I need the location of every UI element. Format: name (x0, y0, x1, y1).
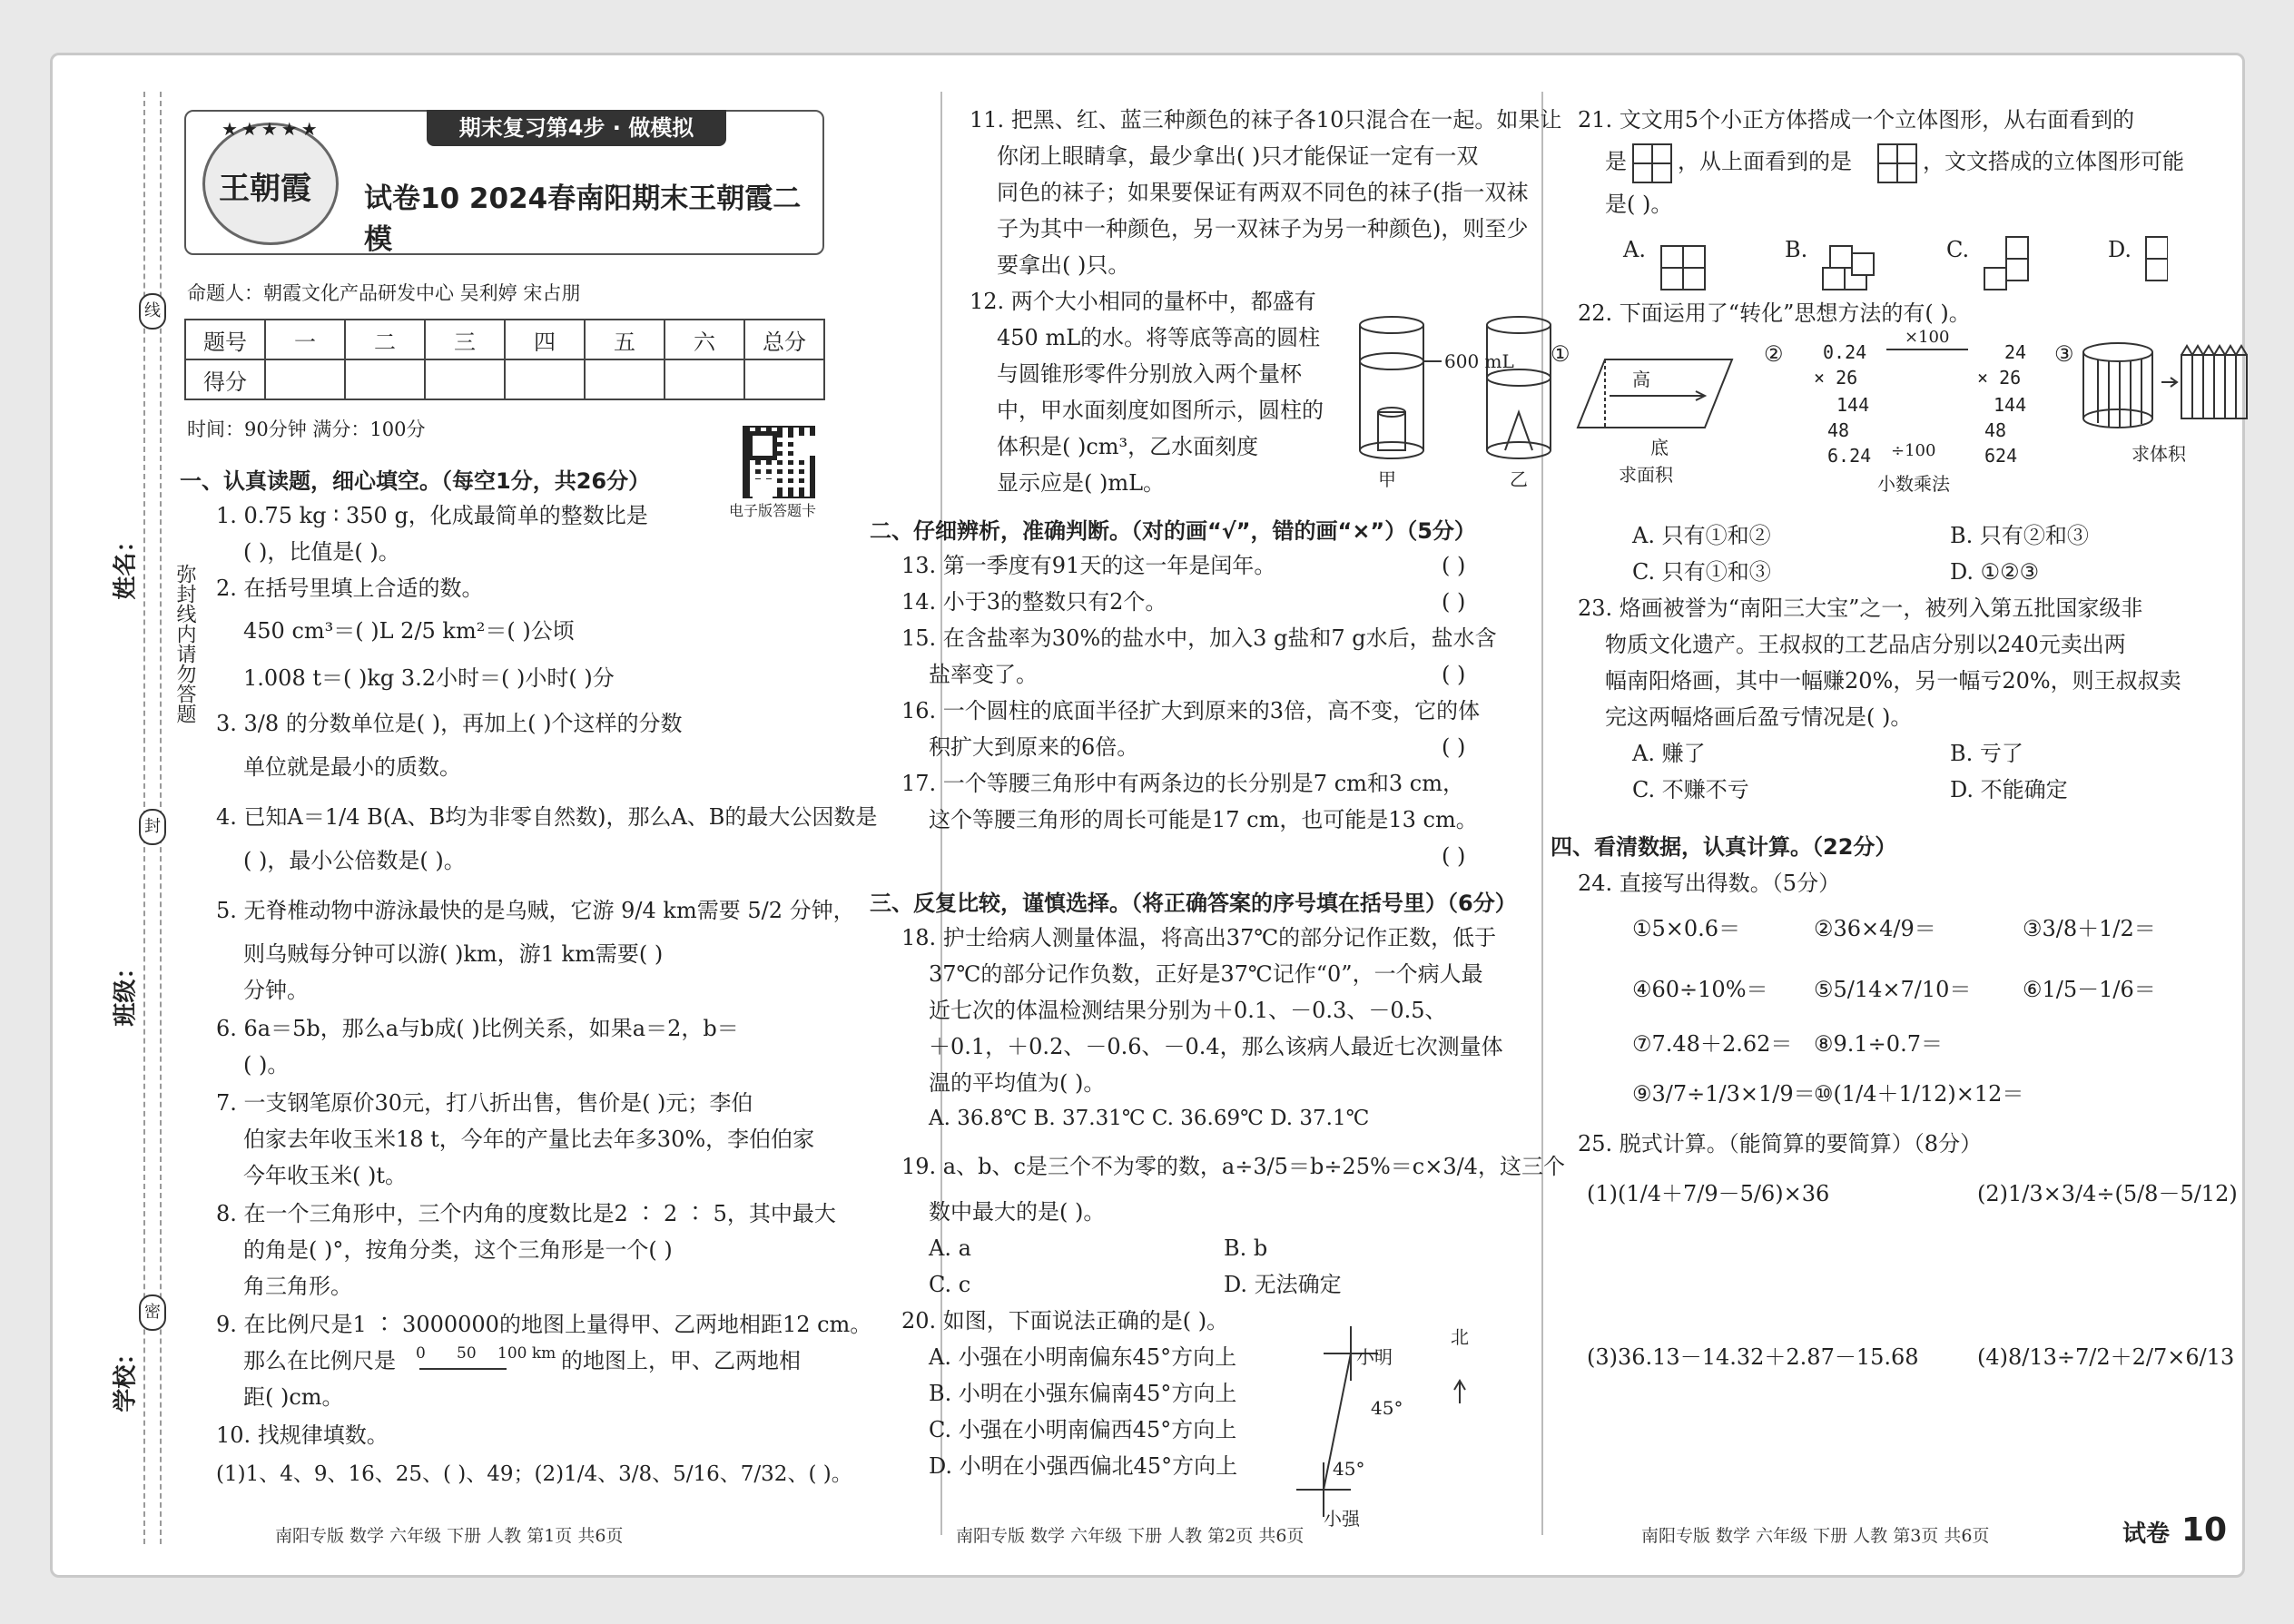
q22-figure-2-label: ② (1764, 341, 1784, 367)
q23-option-b: B. 亏了 (1950, 741, 2023, 766)
footer-page-3: 南阳专版 数学 六年级 下册 人教 第3页 共6页 (1641, 1526, 1990, 1546)
q18-line1: 18. 护士给病人测量体温，将高出37℃的部分记作正数，低于 (901, 925, 1497, 950)
q12-line1: 12. 两个大小相同的量杯中，都盛有 (970, 289, 1316, 314)
authors: 命题人：朝霞文化产品研发中心 吴利婷 宋占朋 (187, 282, 581, 304)
q16-line1: 16. 一个圆柱的底面半径扩大到原来的3倍，高不变，它的体 (901, 698, 1481, 723)
q22-option-c: C. 只有①和③ (1632, 559, 1771, 585)
q11-line4: 子为其中一种颜色，另一双袜子为另一种颜色)，则至少 (997, 216, 1529, 241)
footer-page-1: 南阳专版 数学 六年级 下册 人教 第1页 共6页 (275, 1526, 624, 1546)
exam-sheet (50, 53, 2245, 1578)
q11-line1: 11. 把黑、红、蓝三种颜色的袜子各10只混合在一起。如果让 (970, 107, 1562, 133)
footer-number: 10 (2181, 1511, 2228, 1549)
q20-option-b: B. 小明在小强东偏南45°方向上 (929, 1381, 1237, 1406)
q8-line2: 的角是( )°，按角分类，这个三角形是一个( ) (243, 1237, 673, 1263)
section-3-title: 三、反复比较，谨慎选择。（将正确答案的序号填在括号里）（6分） (870, 891, 1517, 916)
q24-item-2: ②36×4/9＝ (1814, 916, 1936, 941)
q2-line2: 450 cm³＝( )L 2/5 km²＝( )公顷 (243, 618, 575, 644)
cup-b (1487, 317, 1551, 458)
q22-m2-row4: 48 (1984, 419, 2007, 441)
q6-line2: ( )。 (243, 1052, 290, 1078)
q18-line5: 温的平均值为( )。 (929, 1070, 1106, 1096)
q20-option-c: C. 小强在小明南偏西45°方向上 (929, 1417, 1237, 1442)
q18-line4: ＋0.1，＋0.2、－0.6、－0.4，那么该病人最近七次测量体 (929, 1034, 1503, 1059)
q21-line3: 是( )。 (1605, 192, 1673, 217)
q22-mult-caption: 小数乘法 (1877, 473, 1950, 495)
q22-m1-row4: 48 (1827, 419, 1850, 441)
scale-line (419, 1368, 507, 1370)
section-4-title: 四、看清数据，认真计算。（22分） (1551, 834, 1897, 860)
q6-line1: 6. 6a＝5b，那么a与b成( )比例关系，如果a＝2，b＝ (216, 1016, 739, 1041)
cup-a-label: 甲 (1378, 468, 1396, 490)
q9-line3: 距( )cm。 (243, 1384, 344, 1410)
q21-option-c: C. (1946, 237, 1970, 262)
q5-line2: 则乌贼每分钟可以游( )km，游1 km需要( ) (243, 941, 664, 967)
angle-label-2: 45° (1333, 1458, 1365, 1480)
q15-line2: 盐率变了。 (929, 662, 1038, 687)
star-icon: ★★★★★ (222, 118, 321, 140)
q17-line1: 17. 一个等腰三角形中有两条边的长分别是7 cm和3 cm， (901, 771, 1464, 796)
q15-line1: 15. 在含盐率为30%的盐水中，加入3 g盐和7 g水后，盐水含 (901, 625, 1497, 651)
q19-line2: 数中最大的是( )。 (929, 1199, 1106, 1225)
q22-option-d: D. ①②③ (1950, 559, 2040, 585)
q24-item-4: ④60÷10%＝ (1632, 977, 1768, 1002)
q22-arrow-right (1886, 349, 1968, 350)
q22-base-label: 底 (1650, 437, 1669, 458)
q22-option-b: B. 只有②和③ (1950, 523, 2089, 548)
q21-line2c: ，文文搭成的立体图形可能 (1923, 149, 2184, 174)
q7-line1: 7. 一支钢笔原价30元，打八折出售，售价是( )元；李伯 (216, 1090, 753, 1116)
table-row: 得分 (185, 359, 824, 399)
q9-line2a: 那么在比例尺是 (243, 1348, 396, 1373)
q21-line2b: ，从上面看到的是 (1678, 149, 1852, 174)
north-label: 北 (1451, 1326, 1469, 1348)
q19-option-c: C. c (929, 1272, 971, 1297)
q17-line2: 这个等腰三角形的周长可能是17 cm，也可能是13 cm。 (929, 807, 1478, 832)
q22-m1-row1: 0.24 (1823, 341, 1867, 363)
parallelogram-figure (1569, 350, 1750, 432)
q13-answer[interactable]: ( ) (1442, 553, 1466, 578)
seal-mark-seal: 封 (139, 809, 166, 845)
q10-line1: 10. 找规律填数。 (216, 1422, 389, 1448)
q22-m1-row5: 6.24 (1827, 445, 1872, 467)
q24-item-5: ⑤5/14×7/10＝ (1814, 977, 1972, 1002)
q19-option-b: B. b (1224, 1235, 1268, 1261)
q12-line4: 中，甲水面刻度如图所示，圆柱的 (997, 398, 1324, 423)
q12-line2: 450 mL的水。将等底等高的圆柱 (997, 325, 1321, 350)
qr-code-icon[interactable] (743, 426, 815, 498)
q23-line2: 物质文化遗产。王叔叔的工艺品店分别以240元卖出两 (1605, 632, 2126, 657)
q23-line3: 幅南阳烙画，其中一幅赚20%，另一幅亏20%，则王叔叔卖 (1605, 668, 2181, 694)
q8-line1: 8. 在一个三角形中，三个内角的度数比是2 ∶ 2 ∶ 5，其中最大 (216, 1201, 836, 1226)
name-label: 姓名： (112, 528, 140, 600)
q22-times-100: ×100 (1905, 328, 1950, 347)
q19-option-d: D. 无法确定 (1224, 1272, 1342, 1297)
q25-item-4: (4)8/13÷7/2＋2/7×6/13 (1977, 1344, 2235, 1370)
q21-option-b: B. (1785, 237, 1808, 262)
q22-m2-row2: × 26 (1977, 367, 2022, 389)
q23-option-d: D. 不能确定 (1950, 777, 2068, 802)
q18-line2: 37℃的部分记作负数，正好是37℃记作“0”，一个病人最 (929, 961, 1483, 987)
q22-line1: 22. 下面运用了“转化”思想方法的有( )。 (1578, 300, 1971, 326)
logo-text: 王朝霞 (219, 171, 311, 207)
angle-label-1: 45° (1371, 1397, 1403, 1419)
q22-figures (1551, 328, 2250, 505)
class-label: 班级： (112, 955, 140, 1027)
q24-item-8: ⑧9.1÷0.7＝ (1814, 1031, 1943, 1057)
step-tag: 期末复习第4步 · 做模拟 (427, 110, 726, 146)
q10-line2: (1)1、4、9、16、25、( )、49；(2)1/4、3/8、5/16、7/32、( )。 (216, 1462, 852, 1486)
q22-figure-1-label: ① (1551, 341, 1570, 367)
seal-mark-secret: 密 (139, 1294, 166, 1331)
q22-m2-row5: 624 (1984, 445, 2018, 467)
q20-line1: 20. 如图，下面说法正确的是( )。 (901, 1308, 1229, 1334)
q23-option-c: C. 不赚不亏 (1632, 777, 1749, 802)
q3-line2: 单位就是最小的质数。 (243, 754, 461, 780)
q12-line3: 与圆锥形零件分别放入两个量杯 (997, 361, 1302, 387)
q24-item-9: ⑨3/7÷1/3×1/9＝ (1632, 1081, 1816, 1107)
time-info: 时间：90分钟 满分：100分 (187, 418, 426, 440)
q24-item-7: ⑦7.48＋2.62＝ (1632, 1031, 1793, 1057)
q7-line3: 今年收玉米( )t。 (243, 1163, 407, 1188)
q23-option-a: A. 赚了 (1632, 741, 1706, 766)
q4-line2: ( )，最小公倍数是( )。 (243, 848, 466, 873)
q24-item-10: ⑩(1/4＋1/12)×12＝ (1814, 1081, 2024, 1107)
q14: 14. 小于3的整数只有2个。 (901, 589, 1167, 615)
q21-line1: 21. 文文用5个小正方体搭成一个立体图形，从右面看到的 (1578, 107, 2135, 133)
q8-line3: 角三角形。 (243, 1274, 352, 1299)
q22-m1-row3: 144 (1836, 394, 1870, 416)
q21-option-d: D. (2108, 237, 2132, 262)
q25-title: 25. 脱式计算。（能简算的要简算）（8分） (1578, 1131, 1983, 1156)
q15-answer[interactable]: ( ) (1442, 662, 1466, 687)
q21-option-a: A. (1623, 237, 1646, 262)
q22-option-a: A. 只有①和② (1632, 523, 1771, 548)
qr-caption: 电子版答题卡 (729, 502, 817, 519)
q18-line3: 近七次的体温检测结果分别为＋0.1、－0.3、－0.5、 (929, 998, 1447, 1023)
q22-m2-row3: 144 (1994, 394, 2027, 416)
binding-note: 弥封线内请勿答题 (171, 564, 199, 723)
table-row: 题号 一 二 三 四 五 六 总分 (185, 320, 824, 359)
q25-item-2: (2)1/3×3/4÷(5/8－5/12) (1977, 1181, 2238, 1206)
q24-item-3: ③3/8＋1/2＝ (2023, 916, 2156, 941)
q24-item-1: ①5×0.6＝ (1632, 916, 1741, 941)
scale-tick-100: 100 km (497, 1344, 556, 1363)
q21-cube-options (1659, 228, 2168, 291)
top-view-grid (1877, 143, 1917, 183)
q3-line1: 3. 3/8 的分数单位是( )，再加上( )个这样的分数 (216, 711, 683, 736)
q18-options: A. 36.8℃ B. 37.31℃ C. 36.69℃ D. 37.1℃ (929, 1107, 1370, 1130)
q22-volume-caption: 求体积 (2132, 443, 2186, 465)
section-1-title: 一、认真读题，细心填空。（每空1分，共26分） (180, 468, 651, 494)
measuring-cups-figure (1351, 305, 1560, 487)
q17-answer[interactable]: ( ) (1442, 843, 1466, 869)
seal-mark-line: 线 (139, 293, 166, 330)
scale-tick-0: 0 (416, 1344, 426, 1363)
q22-m1-row2: × 26 (1814, 367, 1858, 389)
q22-figure-3-label: ③ (2054, 341, 2074, 367)
scale-tick-50: 50 (457, 1344, 477, 1363)
q2-line3: 1.008 t＝( )kg 3.2小时＝( )小时( )分 (243, 665, 615, 691)
q24-item-6: ⑥1/5－1/6＝ (2023, 977, 2156, 1002)
q9-line2b: 的地图上，甲、乙两地相 (561, 1348, 801, 1373)
footer-page-2: 南阳专版 数学 六年级 下册 人教 第2页 共6页 (956, 1526, 1305, 1546)
q23-line1: 23. 烙画被誉为“南阳三大宝”之一，被列入第五批国家级非 (1578, 595, 2143, 621)
q11-line2: 你闭上眼睛拿，最少拿出( )只才能保证一定有一双 (997, 143, 1479, 169)
footer-tag: 试卷 (2122, 1521, 2171, 1548)
q20-option-d: D. 小明在小强西偏北45°方向上 (929, 1453, 1238, 1479)
cylinder-transform-figure (2082, 341, 2250, 441)
cup-level-label: 600 mL (1444, 350, 1514, 372)
q22-height-label: 高 (1632, 369, 1650, 390)
q19-line1: 19. a、b、c是三个不为零的数，a÷3/5＝b÷25%＝c×3/4，这三个 (901, 1154, 1565, 1179)
q11-line5: 要拿出( )只。 (997, 252, 1130, 278)
q1-line2: ( )，比值是( )。 (243, 539, 400, 565)
score-table (184, 319, 825, 400)
page-title: 试卷10 2024春南阳期末王朝霞二模 (364, 182, 802, 256)
q25-item-3: (3)36.13－14.32＋2.87－15.68 (1587, 1344, 1919, 1370)
q5-line1: 5. 无脊椎动物中游泳最快的是乌贼，它游 9/4 km需要 5/2 分钟， (216, 898, 855, 923)
school-label: 学校： (112, 1341, 140, 1412)
q16-line2: 积扩大到原来的6倍。 (929, 734, 1139, 760)
q2-line1: 2. 在括号里填上合适的数。 (216, 576, 484, 601)
q21-line2a: 是 (1605, 149, 1627, 174)
q25-item-1: (1)(1/4＋7/9－5/6)×36 (1587, 1181, 1830, 1206)
section-2-title: 二、仔细辨析，准确判断。（对的画“√”，错的画“×”）（5分） (870, 518, 1476, 544)
q16-answer[interactable]: ( ) (1442, 734, 1466, 760)
xiaoqiang-label: 小强 (1324, 1508, 1360, 1530)
xiaoming-label: 小明 (1356, 1346, 1393, 1368)
scale-bar (416, 1344, 556, 1373)
q14-answer[interactable]: ( ) (1442, 589, 1466, 615)
q23-line4: 完这两幅烙画后盈亏情况是( )。 (1605, 704, 1913, 730)
brand-logo (202, 118, 339, 245)
q20-option-a: A. 小强在小明南偏东45°方向上 (929, 1344, 1237, 1370)
q5-line3: 分钟。 (243, 978, 309, 1003)
q11-line3: 同色的袜子；如果要保证有两双不同色的袜子(指一双袜 (997, 180, 1529, 205)
cup-a (1360, 317, 1423, 458)
q22-area-caption: 求面积 (1619, 464, 1673, 486)
q12-line5: 体积是( )cm³，乙水面刻度 (997, 434, 1259, 459)
q24-title: 24. 直接写出得数。（5分） (1578, 871, 1841, 896)
q13: 13. 第一季度有91天的这一年是闰年。 (901, 553, 1276, 578)
q9-line1: 9. 在比例尺是1 ∶ 3000000的地图上量得甲、乙两地相距12 cm。 (216, 1312, 872, 1337)
q22-m2-row1: 24 (2004, 341, 2027, 363)
q22-div-100: ÷100 (1891, 441, 1936, 460)
cup-b-label: 乙 (1510, 468, 1528, 490)
q4-line1: 4. 已知A＝1/4 B(A、B均为非零自然数)，那么A、B的最大公因数是 (216, 804, 878, 830)
header-box (184, 110, 824, 255)
q19-option-a: A. a (929, 1235, 971, 1261)
q1-line1: 1. 0.75 kg ∶ 350 g，化成最简单的整数比是 (216, 503, 648, 528)
q12-line6: 显示应是( )mL。 (997, 470, 1166, 496)
right-view-grid (1632, 143, 1672, 183)
q7-line2: 伯家去年收玉米18 t，今年的产量比去年多30%，李伯伯家 (243, 1127, 815, 1152)
